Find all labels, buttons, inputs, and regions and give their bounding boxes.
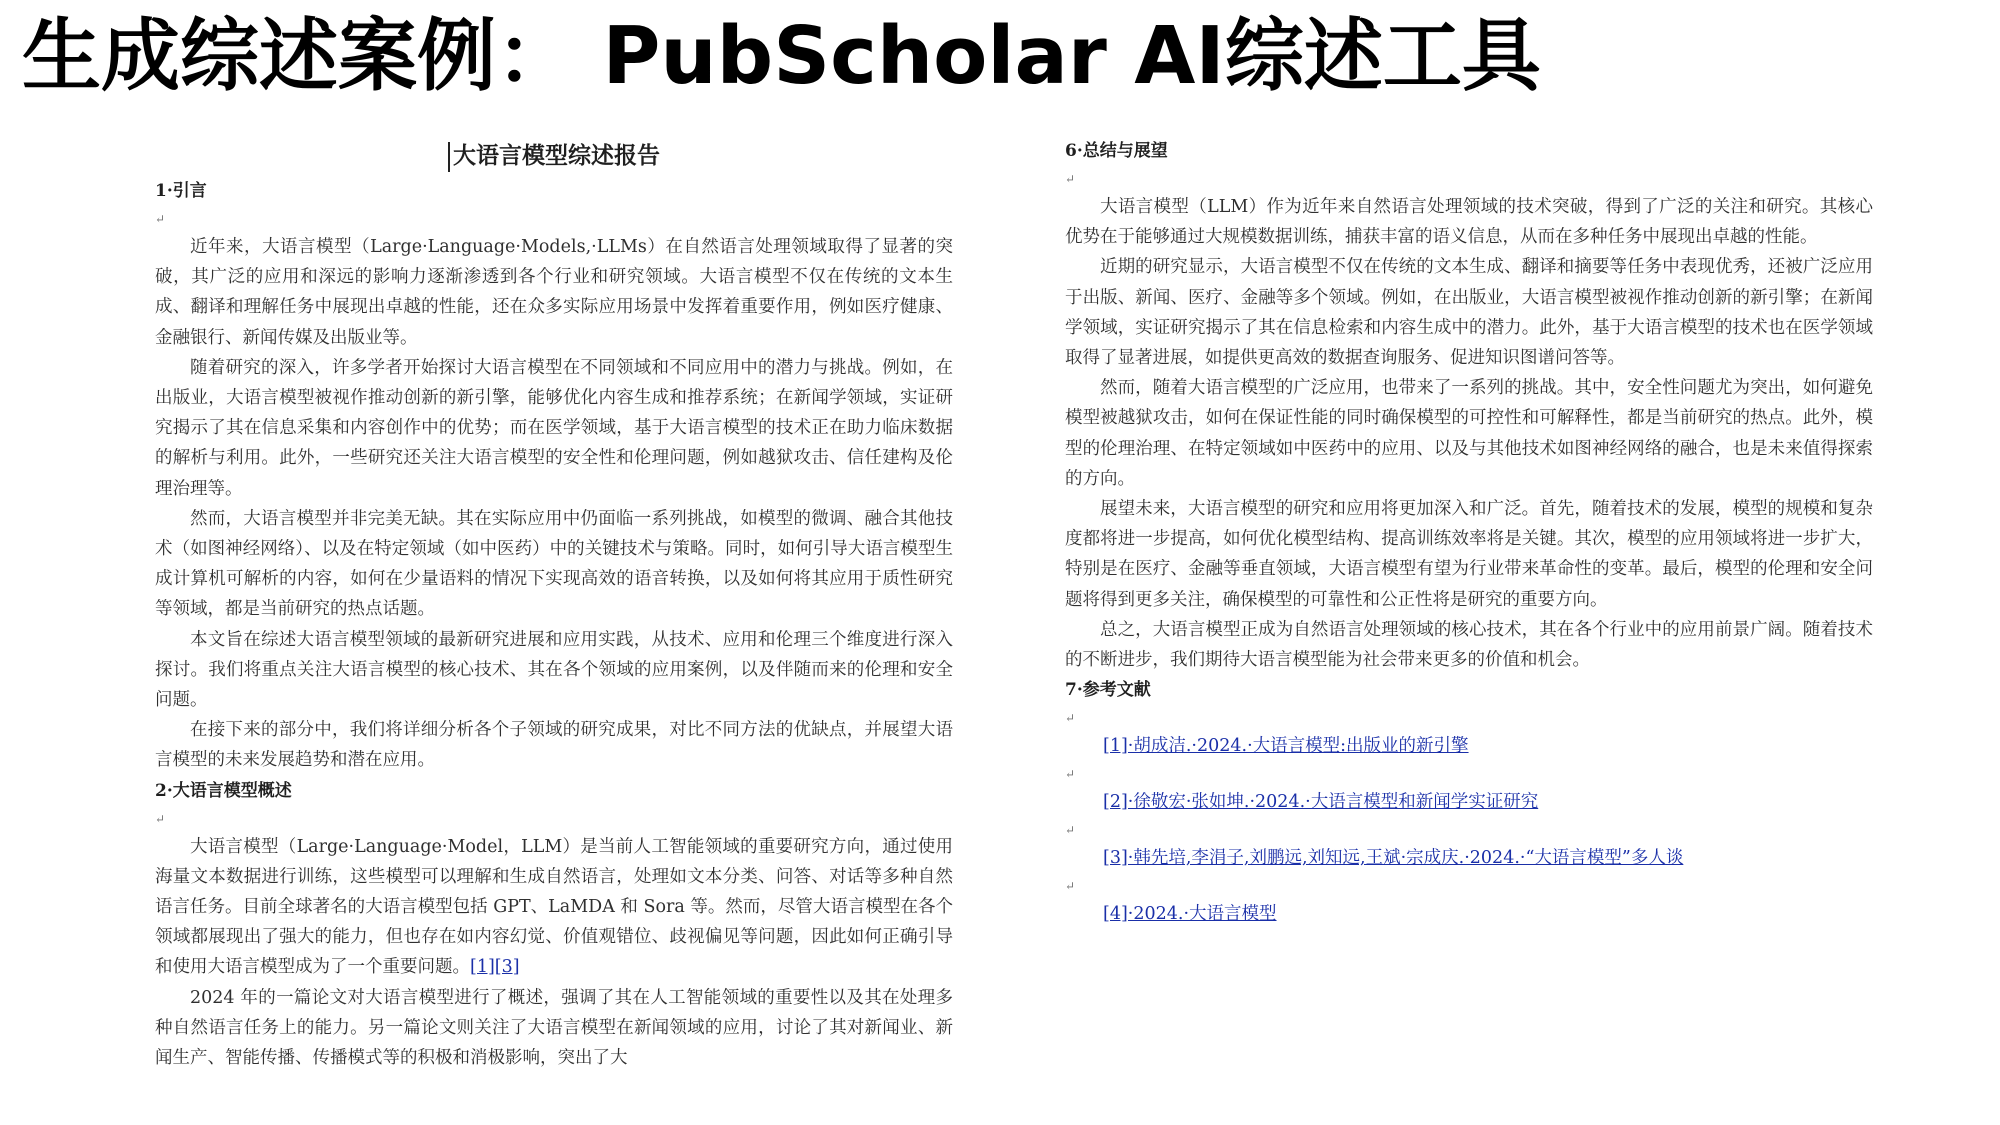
document-title-text: 大语言模型综述报告 [453, 142, 660, 169]
reference-item [1065, 899, 1873, 929]
paragraph-mark: ↵ [1065, 823, 1076, 838]
section-heading-summary: 6·总结与展望 [1065, 141, 1168, 161]
paragraph-mark: ↵ [1065, 172, 1076, 186]
reference-link[interactable]: [1]·胡成洁.·2024.·大语言模型:出版业的新引擎 [1103, 736, 1469, 757]
intro-paragraph: 近年来，大语言模型（Large·Language·Models,·LLMs）在自然语言处理领域取得了显著的突破，其广泛的应用和深远的影响力逐渐渗透到各个行业和研究领域。大语言模型不仅在传统的文本生成、翻译和理解任务中展现出卓越的性能，还在众多实际应用场景中发挥着重要作用，例如医疗健康、金融银行、新闻传媒及出版业等。 [155, 237, 953, 348]
document-title [155, 136, 953, 176]
intro-paragraph: 随着研究的深入，许多学者开始探讨大语言模型在不同领域和不同应用中的潜力与挑战。例如，在出版业，大语言模型被视作推动创新的新引擎，能够优化内容生成和推荐系统；在新闻学领域，实证研究揭示了其在信息采集和内容创作中的优势；而在医学领域，基于大语言模型的技术正在助力临床数据的解析与利用。此外，一些研究还关注大语言模型的安全性和伦理问题，例如越狱攻击、信任建构及伦理治理等。 [155, 357, 953, 499]
reference-link[interactable]: [3]·韩先培,李涓子,刘鹏远,刘知远,王斌·宗成庆.·2024.·“大语言模型”多人谈 [1103, 848, 1684, 869]
document-page-left [155, 136, 953, 1096]
paragraph-mark: ↵ [1065, 879, 1076, 894]
reference-link[interactable]: [4]·2024.·大语言模型 [1103, 904, 1277, 925]
summary-paragraph: 展望未来，大语言模型的研究和应用将更加深入和广泛。首先，随着技术的发展，模型的规模和复杂度都将进一步提高，如何优化模型结构、提高训练效率将是关键。其次，模型的应用领域将进一步扩大，特别是在医疗、金融等垂直领域，大语言模型有望为行业带来革命性的变革。最后，模型的伦理和安全问题将得到更多关注，确保模型的可靠性和公正性将是研究的重要方向。 [1065, 499, 1873, 610]
text-cursor [448, 142, 450, 172]
summary-paragraph: 然而，随着大语言模型的广泛应用，也带来了一系列的挑战。其中，安全性问题尤为突出，如何避免模型被越狱攻击，如何在保证性能的同时确保模型的可控性和可解释性，都是当前研究的热点。此外，模型的伦理治理、在特定领域如中医药中的应用、以及与其他技术如图神经网络的融合，也是未来值得探索的方向。 [1065, 378, 1873, 489]
reference-item [1065, 787, 1873, 817]
reference-item [1065, 843, 1873, 873]
paragraph-mark: ↵ [155, 811, 166, 826]
document-page-right [1065, 136, 1873, 1096]
slide-title: 生成综述案例： PubScholar AI综述工具 [22, 10, 1541, 102]
paragraph-mark: ↵ [1065, 711, 1076, 726]
section-heading-intro: 1·引言 [155, 181, 207, 201]
paragraph-mark: ↵ [1065, 767, 1076, 782]
overview-paragraph-text: 大语言模型（Large·Language·Model，LLM）是当前人工智能领域的重要研究方向，通过使用海量文本数据进行训练，这些模型可以理解和生成自然语言，处理如文本分类、问答、对话等多种自然语言任务。目前全球著名的大语言模型包括 GPT、LaMDA 和 Sora 等。然而，尽管大语言模型在各个领域都展现出了强大的能力，但也存在如内容幻觉、价值观错位、歧视偏见等问题，因此如何正确引导和使用大语言模型成为了一个重要问题。 [155, 836, 953, 978]
summary-paragraph: 总之，大语言模型正成为自然语言处理领域的核心技术，其在各个行业中的应用前景广阔。随着技术的不断进步，我们期待大语言模型能为社会带来更多的价值和机会。 [1065, 619, 1873, 671]
summary-paragraph: 大语言模型（LLM）作为近年来自然语言处理领域的技术突破，得到了广泛的关注和研究。其核心优势在于能够通过大规模数据训练，捕获丰富的语义信息，从而在多种任务中展现出卓越的性能。 [1065, 197, 1873, 248]
overview-paragraph: 2024 年的一篇论文对大语言模型进行了概述，强调了其在人工智能领域的重要性以及其在处理多种自然语言任务上的能力。另一篇论文则关注了大语言模型在新闻领域的应用，讨论了其对新闻业、新闻生产、智能传播、传播模式等的积极和消极影响，突出了大 [155, 987, 953, 1069]
section-heading-overview: 2·大语言模型概述 [155, 780, 292, 801]
summary-paragraph: 近期的研究显示，大语言模型不仅在传统的文本生成、翻译和摘要等任务中表现优秀，还被广泛应用于出版、新闻、医疗、金融等多个领域。例如，在出版业，大语言模型被视作推动创新的新引擎；在新闻学领域，实证研究揭示了其在信息检索和内容生成中的潜力。此外，基于大语言模型的技术也在医学领域取得了显著进展，如提供更高效的数据查询服务、促进知识图谱问答等。 [1065, 257, 1873, 369]
intro-paragraph: 在接下来的部分中，我们将详细分析各个子领域的研究成果，对比不同方法的优缺点，并展望大语言模型的未来发展趋势和潜在应用。 [155, 720, 953, 771]
reference-link[interactable]: [2]·徐敬宏·张如坤.·2024.·大语言模型和新闻学实证研究 [1103, 792, 1539, 813]
intro-paragraph: 然而，大语言模型并非完美无缺。其在实际应用中仍面临一系列挑战，如模型的微调、融合其他技术（如图神经网络）、以及在特定领域（如中医药）中的关键技术与策略。同时，如何引导大语言模型生成计算机可解析的内容，如何在少量语料的情况下实现高效的语音转换，以及如何将其应用于质性研究等领域，都是当前研究的热点话题。 [155, 508, 953, 620]
reference-item [1065, 731, 1873, 761]
citation-link[interactable]: [1][3] [470, 957, 520, 978]
section-heading-references: 7·参考文献 [1065, 680, 1151, 701]
paragraph-mark: ↵ [155, 212, 166, 226]
overview-paragraph [155, 832, 953, 983]
intro-paragraph: 本文旨在综述大语言模型领域的最新研究进展和应用实践，从技术、应用和伦理三个维度进行深入探讨。我们将重点关注大语言模型的核心技术、其在各个领域的应用案例，以及伴随而来的伦理和安全问题。 [155, 629, 953, 711]
